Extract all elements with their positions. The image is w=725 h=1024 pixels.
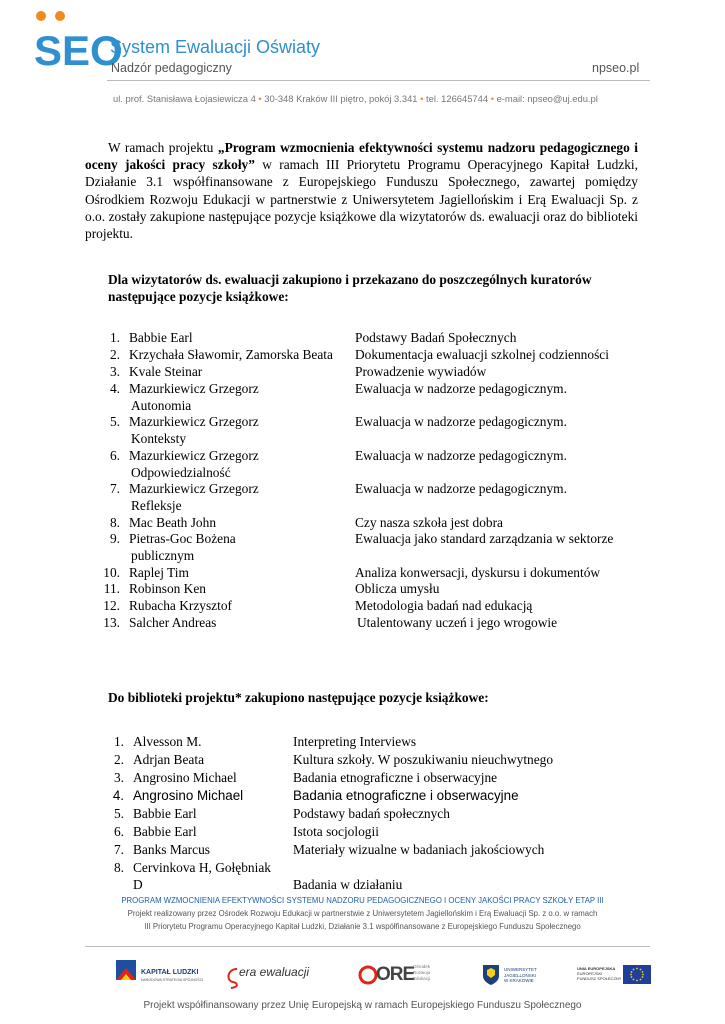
book-title: Utalentowany uczeń i jego wrogowie: [357, 615, 558, 630]
book-author: Babbie Earl: [129, 330, 193, 345]
book-title: Analiza konwersacji, dyskursu i dokumentów: [355, 565, 601, 580]
book-author: Angrosino Michael: [133, 770, 237, 785]
book-author: Babbie Earl: [133, 806, 197, 821]
intro-text-start: W ramach projektu: [108, 140, 218, 155]
book-title: Ewaluacja jako standard zarządzania w sektorze: [355, 531, 614, 546]
uj-text: [504, 967, 537, 984]
book-title: Ewaluacja w nadzorze pedagogicznym.: [355, 448, 567, 463]
list-item-number: 2.: [113, 752, 124, 767]
book-author: Mazurkiewicz Grzegorz: [129, 381, 259, 396]
ore-sub-3: Edukacji: [413, 976, 431, 981]
footer-divider: [85, 946, 650, 947]
list-item-number: 7.: [109, 481, 120, 496]
book-title: Czy nasza szkoła jest dobra: [355, 515, 503, 530]
book-author: Krzychała Sławomir, Zamorska Beata: [129, 347, 333, 362]
uj-crest-icon: [482, 964, 500, 986]
era-ewaluacji-logo: [225, 962, 325, 992]
uj-line-2: JAGIELLOŃSKI: [504, 972, 537, 978]
uj-line-3: W KRAKOWIE: [504, 978, 534, 983]
header-subtitle: Nadzór pedagogiczny: [111, 61, 232, 75]
book-author-continued: Autonomia: [131, 398, 192, 413]
separator-dot: •: [490, 93, 494, 104]
book-author-continued: Refleksje: [131, 498, 182, 513]
book-author: Babbie Earl: [133, 824, 197, 839]
ore-subtitle: [413, 964, 430, 982]
book-title: Ewaluacja w nadzorze pedagogicznym.: [355, 481, 567, 496]
eu-flag-icon: [623, 965, 651, 984]
svg-text:SEO: SEO: [34, 27, 123, 74]
header-title: System Ewaluacji Oświaty: [110, 37, 321, 57]
list-item-number: 8.: [113, 860, 124, 875]
list-item-number: 4.: [109, 381, 120, 396]
footer-project-line: Projekt realizowany przez Ośrodek Rozwoju Edukacji w partnerstwie z Uniwersytetem Jagiellońskim i Erą Ewaluacji Sp. z o.o. w ramach: [127, 909, 598, 918]
section1-heading: Dla wizytatorów ds. ewaluacji zakupiono i przekazano do poszczególnych kuratorów następujące pozycje książkowe:: [108, 272, 592, 305]
ore-sub-2: Rozwoju: [413, 970, 431, 975]
eu-line-2: EUROPEJSKI: [577, 971, 603, 976]
list-item-number: 6.: [109, 448, 120, 463]
ore-logo: [357, 962, 457, 992]
program-name: „Program wzmocnienia efektywności systemu nadzoru pedagogicznego i oceny jakości pracy szkoły”: [85, 140, 638, 173]
footer-program-title: PROGRAM WZMOCNIENIA EFEKTYWNOŚCI SYSTEMU NADZORU PEDAGOGICZNEGO I OCENY JAKOŚCI PRACY SZKOŁY ETAP III: [121, 896, 604, 905]
address-street: ul. prof. Stanisława Łojasiewicza 4: [113, 93, 256, 104]
book-author: Kvale Steinar: [129, 364, 203, 379]
list-item-number: 1.: [113, 734, 124, 749]
book-title: Ewaluacja w nadzorze pedagogicznym.: [355, 414, 567, 429]
book-title: Dokumentacja ewaluacji szkolnej codzienności: [355, 347, 609, 362]
book-title: Podstawy badań społecznych: [293, 806, 450, 821]
uj-line-1: UNIWERSYTET: [504, 967, 537, 972]
separator-dot: •: [420, 93, 424, 104]
book-author: Mazurkiewicz Grzegorz: [129, 414, 259, 429]
section2-heading: Do biblioteki projektu* zakupiono następujące pozycje książkowe:: [108, 690, 489, 705]
seo-logo: [34, 10, 123, 74]
book-title: Podstawy Badań Społecznych: [355, 330, 517, 345]
kl-title: KAPITAŁ LUDZKI: [141, 969, 199, 976]
book-title: Prowadzenie wywiadów: [355, 364, 487, 379]
kapital-ludzki-logo: [113, 956, 213, 990]
separator-dot: •: [258, 93, 262, 104]
book-title: Oblicza umysłu: [355, 581, 440, 596]
list-item-number: 12.: [103, 598, 120, 613]
uj-logo: [482, 962, 562, 992]
eu-text: [577, 966, 621, 981]
list-item-number: 7.: [113, 842, 124, 857]
intro-paragraph: [85, 139, 638, 242]
book-author: Cervinkova H, Gołębniak: [133, 860, 271, 875]
era-text: era ewaluacji: [239, 965, 310, 979]
list-item-number: 5.: [109, 414, 120, 429]
kl-subtitle: NARODOWA STRATEGIA SPÓJNOŚCI: [141, 978, 204, 982]
book-author: Banks Marcus: [133, 842, 210, 857]
book-author: Angrosino Michael: [133, 788, 244, 803]
eu-logo: [577, 962, 657, 992]
footer-cofinanced: Projekt współfinansowany przez Unię Europejską w ramach Europejskiego Funduszu Społecznego: [143, 1000, 582, 1011]
book-author: Adrjan Beata: [133, 752, 205, 767]
book-author: Alvesson M.: [133, 734, 202, 749]
book-author: Robinson Ken: [129, 581, 206, 596]
book-author: Mazurkiewicz Grzegorz: [129, 481, 259, 496]
address-phone: tel. 126645744: [426, 93, 489, 104]
book-author: Raplej Tim: [129, 565, 189, 580]
list-item-number: 3.: [109, 364, 120, 379]
book-title: Kultura szkoły. W poszukiwaniu nieuchwytnego: [293, 752, 554, 767]
list-item-number: 11.: [103, 581, 120, 596]
book-title: Materiały wizualne w badaniach jakościowych: [293, 842, 545, 857]
book-author: Mazurkiewicz Grzegorz: [129, 448, 259, 463]
book-title: Metodologia badań nad edukacją: [355, 598, 533, 613]
list-item-number: 9.: [109, 531, 120, 546]
eu-line-1: UNIA EUROPEJSKA: [577, 966, 616, 971]
book-title: Ewaluacja w nadzorze pedagogicznym.: [355, 381, 567, 396]
list-item-number: 2.: [109, 347, 120, 362]
footer-priority-line: III Priorytetu Programu Operacyjnego Kapitał Ludzki, Działanie 3.1 współfinansowane z Europejskiego Funduszu Społecznego: [144, 922, 581, 931]
book-title: Badania etnograficzne i obserwacyjne: [293, 770, 498, 785]
list-item-number: 1.: [109, 330, 120, 345]
list-item-number: 4.: [112, 788, 124, 803]
book-author-continued: publicznym: [131, 548, 195, 563]
book-author: Rubacha Krzysztof: [129, 598, 232, 613]
address-email[interactable]: e-mail: npseo@uj.edu.pl: [496, 93, 598, 104]
header-website[interactable]: npseo.pl: [592, 61, 640, 75]
list-item-number: 3.: [113, 770, 124, 785]
book-author-continued: Odpowiedzialność: [131, 465, 231, 480]
book-author-continued: Konteksty: [131, 431, 187, 446]
ore-letters: ORE: [376, 964, 415, 985]
book-title: Interpreting Interviews: [293, 734, 417, 749]
book-author-continued: D: [133, 877, 143, 892]
ore-sub-1: Ośrodek: [413, 964, 431, 969]
header-address: [113, 93, 598, 104]
list-item-number: 6.: [113, 824, 124, 839]
header-divider: [107, 80, 650, 81]
book-author: Mac Beath John: [129, 515, 217, 530]
book-author: Salcher Andreas: [129, 615, 217, 630]
book-title: Istota socjologii: [293, 824, 379, 839]
book-title: Badania etnograficzne i obserwacyjne: [293, 788, 519, 803]
list-item-number: 10.: [103, 565, 120, 580]
book-author: Pietras-Goc Bożena: [129, 531, 236, 546]
list-item-number: 13.: [103, 615, 120, 630]
book-title: Badania w działaniu: [293, 877, 403, 892]
list-item-number: 5.: [113, 806, 124, 821]
eu-line-3: FUNDUSZ SPOŁECZNY: [577, 976, 622, 981]
list-item-number: 8.: [109, 515, 120, 530]
address-city: 30-348 Kraków III piętro, pokój 3.341: [264, 93, 418, 104]
intro-text-rest: w ramach III Priorytetu Programu Operacyjnego Kapitał Ludzki, Działanie 3.1 współfinansowane z Europejskiego Funduszu Społecznego, zawartej pomiędzy Ośrodkiem Rozwoju Edukacji w partnerstwie z Uniwersytetem Jagiellońskim i Erą Ewaluacji Sp. z o.o. zostały zakupione następujące pozycje książkowe dla wizytatorów ds. ewaluacji oraz do biblioteki projektu.: [85, 157, 638, 242]
